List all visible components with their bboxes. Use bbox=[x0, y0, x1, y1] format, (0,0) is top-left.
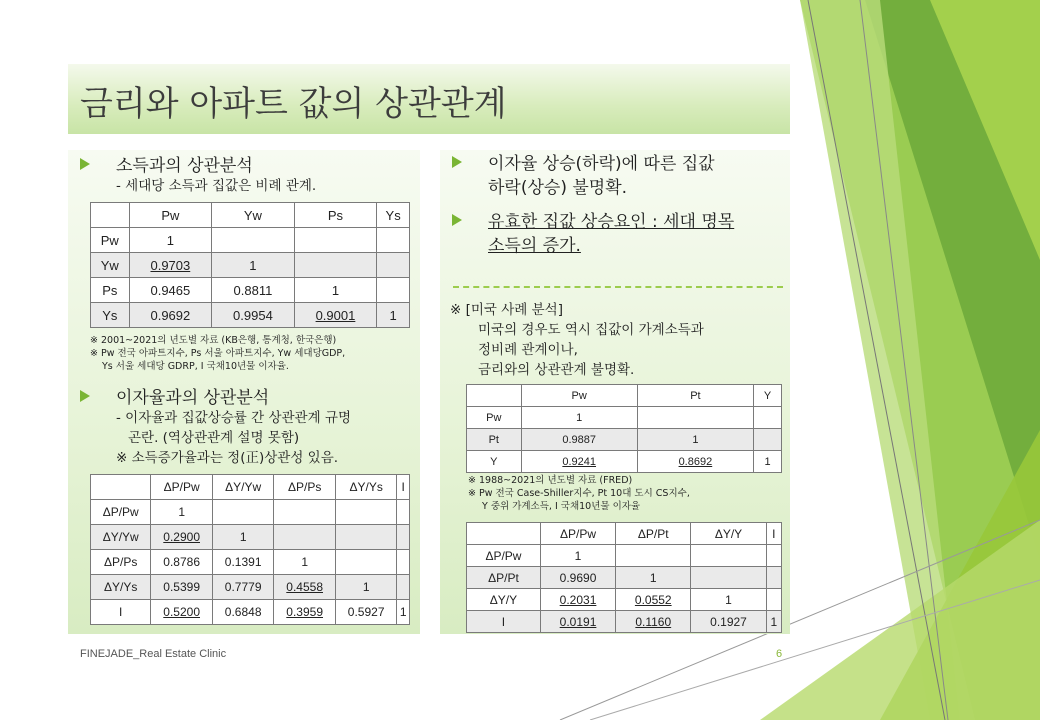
table-header-cell bbox=[467, 523, 541, 545]
table-cell bbox=[294, 253, 377, 278]
table-cell: 0.0191 bbox=[540, 611, 615, 633]
table-cell bbox=[637, 407, 753, 429]
table-row-header: Yw bbox=[91, 253, 130, 278]
us-note-line-3: Y 중위 가계소득, I 국채10년물 이자율 bbox=[482, 501, 641, 512]
table-header-cell bbox=[91, 475, 151, 500]
table-row-header: I bbox=[467, 611, 541, 633]
bullet-arrow-icon bbox=[80, 158, 90, 170]
table-cell bbox=[274, 525, 336, 550]
table-row bbox=[91, 203, 410, 228]
interest-correlation-table bbox=[90, 474, 410, 625]
table-row-header: I bbox=[91, 600, 151, 625]
table-cell bbox=[397, 525, 410, 550]
table-cell: 1 bbox=[521, 407, 637, 429]
table-row bbox=[91, 303, 410, 328]
table-cell bbox=[212, 228, 295, 253]
table-cell bbox=[377, 228, 410, 253]
table-row bbox=[467, 429, 782, 451]
table-row-header: ΔY/Ys bbox=[91, 575, 151, 600]
table-cell bbox=[766, 589, 781, 611]
page-title: 금리와 아파트 값의 상관관계 bbox=[80, 84, 507, 124]
table-cell bbox=[377, 278, 410, 303]
table-header-cell: I bbox=[397, 475, 410, 500]
table-cell bbox=[335, 550, 397, 575]
right-panel bbox=[440, 150, 790, 634]
table-row bbox=[467, 589, 782, 611]
table-header-cell: ΔP/Pt bbox=[616, 523, 691, 545]
table-header-cell: Pw bbox=[129, 203, 212, 228]
table-cell bbox=[397, 575, 410, 600]
table-row bbox=[91, 278, 410, 303]
table-cell: 0.9465 bbox=[129, 278, 212, 303]
bullet-interest-sub-1: - 이자율과 집값상승률 간 상관관계 규명 bbox=[116, 410, 351, 426]
bullet-arrow-icon bbox=[452, 214, 462, 226]
bullet-valid-line-2: 소득의 증가. bbox=[488, 236, 581, 256]
table-header-cell: Ys bbox=[377, 203, 410, 228]
table-row bbox=[91, 475, 410, 500]
table-header-cell: Pt bbox=[637, 385, 753, 407]
table-cell: 1 bbox=[637, 429, 753, 451]
us-note-line-1: ※ 1988~2021의 년도별 자료 (FRED) bbox=[468, 475, 633, 486]
table-header-cell: Ps bbox=[294, 203, 377, 228]
table-row-header: Ps bbox=[91, 278, 130, 303]
table-cell: 0.8786 bbox=[151, 550, 213, 575]
bullet-interest-title: 이자율과의 상관분석 bbox=[116, 388, 270, 408]
table-row bbox=[467, 385, 782, 407]
bullet-rate-line-1: 이자율 상승(하락)에 따른 집값 bbox=[488, 154, 715, 174]
bullet-income bbox=[80, 154, 253, 178]
bullet-valid-factor bbox=[452, 210, 734, 258]
table-cell: 0.9241 bbox=[521, 451, 637, 473]
table-row-header: ΔP/Pw bbox=[91, 500, 151, 525]
table-row bbox=[91, 228, 410, 253]
table-cell bbox=[335, 525, 397, 550]
us-growth-correlation-table bbox=[466, 522, 782, 633]
note-line-2: ※ Pw 전국 아파트지수, Ps 서울 아파트지수, Yw 세대당GDP, bbox=[90, 348, 346, 359]
table-cell: 0.9692 bbox=[129, 303, 212, 328]
table-cell: 0.9703 bbox=[129, 253, 212, 278]
table-cell: 0.2031 bbox=[540, 589, 615, 611]
table-header-cell: Yw bbox=[212, 203, 295, 228]
case-line-1: 미국의 경우도 역시 집값이 가계소득과 bbox=[478, 322, 704, 338]
table-cell: 0.3959 bbox=[274, 600, 336, 625]
table-cell: 0.1391 bbox=[212, 550, 274, 575]
table-cell: 0.1927 bbox=[691, 611, 766, 633]
income-correlation-table bbox=[90, 202, 410, 328]
table-cell bbox=[294, 228, 377, 253]
table-header-cell: ΔP/Ps bbox=[274, 475, 336, 500]
table-cell: 0.8811 bbox=[212, 278, 295, 303]
table-row bbox=[91, 550, 410, 575]
table-header-cell: ΔY/Ys bbox=[335, 475, 397, 500]
bullet-interest-sub-3: ※ 소득증가율과는 정(正)상관성 있음. bbox=[116, 450, 339, 466]
table-row bbox=[91, 253, 410, 278]
table-row bbox=[467, 545, 782, 567]
table-header-cell: ΔP/Pw bbox=[151, 475, 213, 500]
table-cell: 1 bbox=[377, 303, 410, 328]
note-line-1: ※ 2001~2021의 년도별 자료 (KB은행, 통계청, 한국은행) bbox=[90, 335, 337, 346]
bullet-rate-line-2: 하락(상승) 불명확. bbox=[488, 178, 628, 198]
table-cell: 0.9001 bbox=[294, 303, 377, 328]
table-cell: 1 bbox=[616, 567, 691, 589]
table-row-header: ΔY/Yw bbox=[91, 525, 151, 550]
table-cell bbox=[766, 545, 781, 567]
table-cell bbox=[616, 545, 691, 567]
table-header-cell: ΔY/Y bbox=[691, 523, 766, 545]
page-number: 6 bbox=[776, 648, 783, 660]
table-row-header: Ys bbox=[91, 303, 130, 328]
table-cell: 0.7779 bbox=[212, 575, 274, 600]
table-row bbox=[467, 407, 782, 429]
table-cell: 0.9954 bbox=[212, 303, 295, 328]
table-cell bbox=[274, 500, 336, 525]
bullet-income-title: 소득과의 상관분석 bbox=[116, 156, 253, 176]
table-row bbox=[91, 525, 410, 550]
table-row-header: ΔP/Pw bbox=[467, 545, 541, 567]
bullet-income-sub: - 세대당 소득과 집값은 비례 관계. bbox=[116, 178, 317, 194]
bullet-valid-line-1: 유효한 집값 상승요인 : 세대 명목 bbox=[488, 212, 735, 232]
table-row bbox=[91, 600, 410, 625]
table-cell: 1 bbox=[212, 253, 295, 278]
table-row bbox=[467, 523, 782, 545]
table-row-header: Pt bbox=[467, 429, 522, 451]
table-cell: 1 bbox=[129, 228, 212, 253]
table-cell: 0.5200 bbox=[151, 600, 213, 625]
table-cell: 1 bbox=[151, 500, 213, 525]
table-row bbox=[467, 567, 782, 589]
table-cell bbox=[766, 567, 781, 589]
bullet-interest bbox=[80, 386, 269, 410]
table-cell bbox=[754, 407, 782, 429]
table-cell bbox=[335, 500, 397, 525]
footer-text: FINEJADE_Real Estate Clinic bbox=[80, 648, 227, 660]
table-cell: 0.1160 bbox=[616, 611, 691, 633]
table-row-header: ΔP/Pt bbox=[467, 567, 541, 589]
table-cell: 0.5399 bbox=[151, 575, 213, 600]
table-row-header: ΔY/Y bbox=[467, 589, 541, 611]
table-header-cell: Y bbox=[754, 385, 782, 407]
table-row-header: ΔP/Ps bbox=[91, 550, 151, 575]
note-line-3: Ys 서울 세대당 GDRP, I 국채10년물 이자율. bbox=[102, 361, 289, 372]
table-cell: 0.9887 bbox=[521, 429, 637, 451]
table-cell bbox=[397, 550, 410, 575]
table-header-cell: I bbox=[766, 523, 781, 545]
table-cell: 0.0552 bbox=[616, 589, 691, 611]
case-line-3: 금리와의 상관관계 불명확. bbox=[478, 362, 635, 378]
table-cell: 1 bbox=[274, 550, 336, 575]
table-cell: 1 bbox=[335, 575, 397, 600]
us-correlation-table bbox=[466, 384, 782, 473]
table-cell: 1 bbox=[691, 589, 766, 611]
table-cell: 1 bbox=[212, 525, 274, 550]
left-panel bbox=[68, 150, 420, 634]
us-note-line-2: ※ Pw 전국 Case-Shiller지수, Pt 10대 도시 CS지수, bbox=[468, 488, 690, 499]
table-cell bbox=[377, 253, 410, 278]
title-bar bbox=[68, 64, 790, 134]
table-cell bbox=[754, 429, 782, 451]
table-cell: 0.6848 bbox=[212, 600, 274, 625]
case-title: ※ [미국 사례 분석] bbox=[450, 302, 563, 318]
table-row bbox=[467, 611, 782, 633]
table-cell bbox=[212, 500, 274, 525]
table-header-cell bbox=[467, 385, 522, 407]
table-row bbox=[91, 500, 410, 525]
table-cell bbox=[397, 500, 410, 525]
table-row bbox=[467, 451, 782, 473]
table-cell: 0.8692 bbox=[637, 451, 753, 473]
table-cell: 0.2900 bbox=[151, 525, 213, 550]
table-cell bbox=[691, 567, 766, 589]
table-row bbox=[91, 575, 410, 600]
table-row-header: Pw bbox=[91, 228, 130, 253]
case-line-2: 정비례 관계이나, bbox=[478, 342, 578, 358]
dashed-divider bbox=[453, 286, 783, 288]
bullet-interest-sub-2: 곤란. (역상관관계 설명 못함) bbox=[128, 430, 300, 446]
table-cell: 1 bbox=[766, 611, 781, 633]
table-cell: 1 bbox=[397, 600, 410, 625]
table-cell bbox=[691, 545, 766, 567]
table-header-cell: ΔP/Pw bbox=[540, 523, 615, 545]
table-cell: 1 bbox=[294, 278, 377, 303]
table-header-cell bbox=[91, 203, 130, 228]
table-cell: 1 bbox=[540, 545, 615, 567]
table-header-cell: Pw bbox=[521, 385, 637, 407]
table-cell: 0.5927 bbox=[335, 600, 397, 625]
bullet-arrow-icon bbox=[452, 156, 462, 168]
table-cell: 1 bbox=[754, 451, 782, 473]
table-row-header: Pw bbox=[467, 407, 522, 429]
table-cell: 0.4558 bbox=[274, 575, 336, 600]
table-header-cell: ΔY/Yw bbox=[212, 475, 274, 500]
bullet-rate-effect bbox=[452, 152, 715, 200]
table-cell: 0.9690 bbox=[540, 567, 615, 589]
bullet-arrow-icon bbox=[80, 390, 90, 402]
table-row-header: Y bbox=[467, 451, 522, 473]
